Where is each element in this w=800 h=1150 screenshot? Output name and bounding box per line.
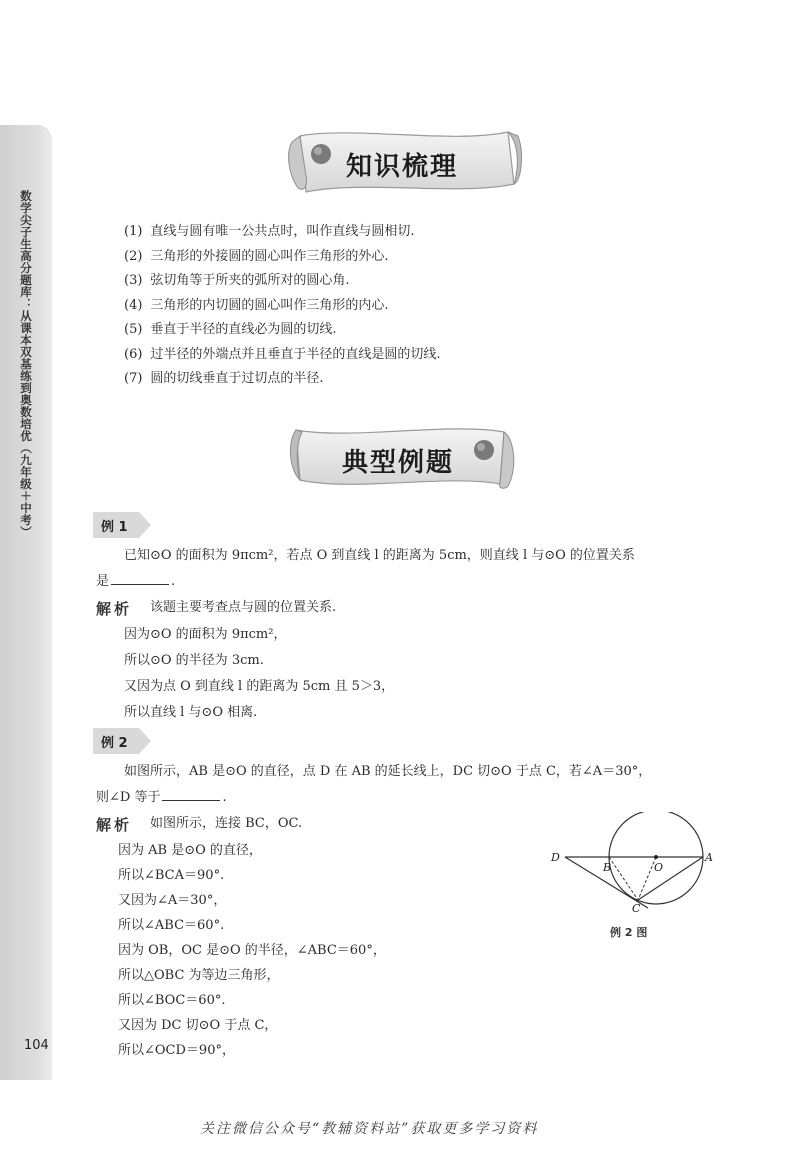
example-tag-2: 例 2	[93, 728, 153, 754]
analysis-line: 所以∠OCD＝90°，	[118, 1043, 235, 1058]
label-b: B	[603, 861, 612, 874]
analysis-line: 所以△OBC 为等边三角形，	[118, 968, 280, 983]
example2-question-line1: 如图所示，AB 是⊙O 的直径，点 D 在 AB 的延长线上，DC 切⊙O 于点 C，若∠A＝30°，	[124, 764, 652, 779]
footer-note: 关注微信公众号“教辅资料站”获取更多学习资料	[200, 1121, 539, 1137]
center-point	[654, 855, 658, 859]
analysis-line: 因为 AB 是⊙O 的直径，	[118, 843, 262, 858]
example2-analysis-first: 如图所示，连接 BC，OC.	[150, 816, 303, 831]
book-title-vertical: 数学尖子生高分题库：从课本双基练到奥数培优（九年级＋中考）	[19, 190, 33, 538]
example1-question-line2: 是 .	[96, 570, 175, 594]
analysis-line: 因为⊙O 的面积为 9πcm²，	[124, 627, 287, 642]
list-item: (5) 垂直于半径的直线必为圆的切线.	[124, 322, 337, 337]
chord-ac	[638, 857, 703, 900]
label-a: A	[705, 851, 713, 864]
list-item: (1) 直线与圆有唯一公共点时，叫作直线与圆相切.	[124, 224, 415, 239]
analysis-line: 所以∠BCA＝90°.	[118, 868, 225, 883]
analysis-line: 所以直线 l 与⊙O 相离.	[124, 705, 258, 720]
analysis-line: 又因为点 O 到直线 l 的距离为 5cm 且 5＞3，	[124, 679, 395, 694]
label-c: C	[632, 902, 641, 912]
list-item: (6) 过半径的外端点并且垂直于半径的直线是圆的切线.	[124, 346, 441, 362]
section-title-knowledge: 知识梳理	[346, 152, 459, 182]
list-item: (4) 三角形的内切圆的圆心叫作三角形的内心.	[124, 297, 389, 313]
answer-blank	[111, 571, 169, 585]
label-o: O	[654, 861, 664, 874]
list-item: (2) 三角形的外接圆的圆心叫作三角形的外心.	[124, 248, 389, 264]
example1-question-line1: 已知⊙O 的面积为 9πcm²，若点 O 到直线 l 的距离为 5cm，则直线 l 与⊙O 的位置关系	[124, 548, 635, 563]
section-banner-examples	[282, 418, 522, 496]
figure-caption: 例 2 图	[610, 926, 648, 939]
label-d: D	[551, 851, 560, 864]
page-number: 104	[24, 1038, 49, 1053]
analysis-line: 所以⊙O 的半径为 3cm.	[124, 653, 264, 668]
analysis-line: 因为 OB，OC 是⊙O 的半径，∠ABC＝60°，	[118, 943, 386, 958]
analysis-line: 又因为 DC 切⊙O 于点 C，	[118, 1018, 278, 1033]
analysis-line: 又因为∠A＝30°，	[118, 893, 227, 908]
geometry-figure	[548, 812, 718, 912]
analysis-line: 所以∠ABC＝60°.	[118, 918, 225, 933]
analysis-label: 解析	[96, 600, 133, 618]
answer-blank	[162, 787, 220, 801]
example1-analysis	[124, 622, 394, 726]
example-tag-1: 例 1	[93, 512, 153, 538]
example2-question-line2: 则∠D 等于 .	[96, 786, 227, 810]
example1-analysis-first: 该题主要考查点与圆的位置关系.	[150, 600, 337, 615]
section-banner-knowledge	[282, 122, 522, 200]
example2-analysis	[118, 838, 386, 1063]
analysis-label: 解析	[96, 816, 133, 834]
analysis-line: 所以∠BOC＝60°.	[118, 993, 226, 1008]
knowledge-list	[124, 220, 441, 392]
list-item: (3) 弦切角等于所夹的弧所对的圆心角.	[124, 273, 350, 288]
list-item: (7) 圆的切线垂直于过切点的半径.	[124, 371, 324, 386]
section-title-examples: 典型例题	[342, 448, 455, 478]
